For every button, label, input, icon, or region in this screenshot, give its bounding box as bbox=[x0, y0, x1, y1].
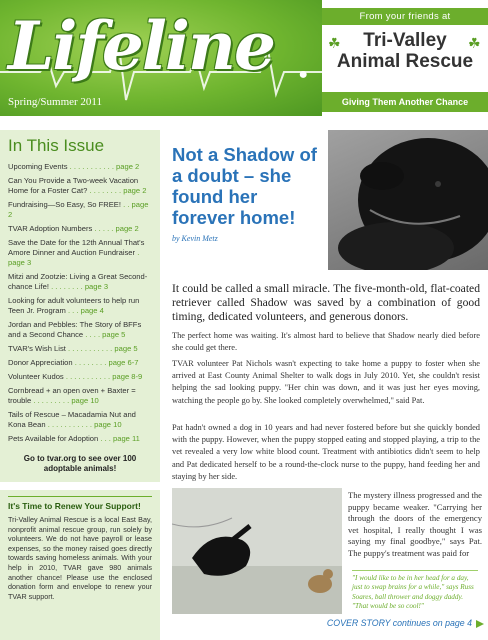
support-title: It's Time to Renew Your Support! bbox=[8, 501, 141, 511]
tagline: Giving Them Another Chance bbox=[322, 92, 488, 112]
toc-item[interactable] bbox=[8, 386, 152, 406]
toc-item-page: . . . . . . . . page 3 bbox=[51, 282, 109, 291]
support-box bbox=[0, 490, 160, 640]
toc-item[interactable] bbox=[8, 176, 152, 196]
toc-item-page: . . page 2 bbox=[8, 200, 149, 219]
toc-item[interactable] bbox=[8, 410, 152, 430]
headline-box bbox=[160, 130, 328, 270]
toc-item-page: . . . . . . . . page 6-7 bbox=[74, 358, 139, 367]
support-box-inner bbox=[8, 496, 152, 601]
article-lead: It could be called a small miracle. The five-month-old, flat-coated retriever called Shadow was saved by a combination of good timing, dedicated volunteers, and generous donors. bbox=[172, 282, 480, 324]
org-name-line1: Tri-Valley bbox=[363, 30, 447, 51]
toc-item-title: Volunteer Kudos bbox=[8, 372, 64, 381]
website-link[interactable]: Go to tvar.org to see over 100 adoptable animals! bbox=[23, 454, 137, 473]
toc-item[interactable] bbox=[8, 162, 152, 172]
dog-icon: ☘ bbox=[328, 37, 341, 52]
article-headline: Not a Shadow of a doubt – she found her forever home! bbox=[172, 144, 317, 228]
toc-item-page: . . . . . . . . page 2 bbox=[89, 186, 147, 195]
support-body: Tri-Valley Animal Rescue is a local East Bay, nonprofit animal rescue group, run solely by volunteers. We do not have payroll or lease expenses, so the money raised goes directly towards saving homeless animals. With your help in 2010, TVAR gave 980 animals another chance! Please use the enclosed donation form and envelope to renew your TVAR support. bbox=[8, 515, 152, 601]
table-of-contents bbox=[0, 130, 160, 482]
continue-label: COVER STORY continues on page 4 bbox=[326, 618, 472, 628]
toc-item-page: . . . . . . . . . . . page 8-9 bbox=[65, 372, 143, 381]
toc-item-title: Cornbread + an open oven + Baxter = trouble bbox=[8, 386, 136, 405]
toc-item-page: . page 3 bbox=[8, 248, 140, 267]
article-paragraph-1: The perfect home was waiting. It's almost hard to believe that Shadow nearly died before she could get there. bbox=[172, 331, 480, 353]
arrow-right-icon bbox=[476, 620, 484, 628]
article-paragraph-4: The mystery illness progressed and the puppy became weaker. "Carrying her through the doors of the emergency vet hospital, I really thought I was saying my final goodbye," says Pat. The puppy's treatment was paid for bbox=[348, 490, 482, 558]
toc-item-title: TVAR Adoption Numbers bbox=[8, 224, 93, 233]
toc-item[interactable] bbox=[8, 238, 152, 268]
organization-block bbox=[322, 0, 488, 116]
sidebar bbox=[0, 130, 160, 640]
masthead bbox=[0, 0, 488, 116]
toc-item-page: . . . . . . . . . . . page 2 bbox=[69, 162, 140, 171]
toc-item-title: Donor Appreciation bbox=[8, 358, 73, 367]
toc-item[interactable] bbox=[8, 224, 152, 234]
toc-item[interactable] bbox=[8, 358, 152, 368]
toc-item-title: Tails of Rescue – Macadamia Nut and Kona Bean bbox=[8, 410, 136, 429]
issue-season: Spring/Summer 2011 bbox=[8, 96, 103, 108]
friends-banner: From your friends at bbox=[322, 8, 488, 25]
paw-print-icon: ● bbox=[298, 66, 308, 83]
toc-item-title: Looking for adult volunteers to help run Teen Jr. Program bbox=[8, 296, 140, 315]
toc-item-page: . . . page 11 bbox=[100, 434, 140, 443]
toc-item[interactable] bbox=[8, 372, 152, 382]
toc-item[interactable] bbox=[8, 272, 152, 292]
newsletter-title: Lifeline bbox=[8, 7, 274, 85]
organization-name bbox=[326, 30, 484, 72]
toc-item[interactable] bbox=[8, 320, 152, 340]
article-paragraph-3: Pat hadn't owned a dog in 10 years and had never fostered before but she quickly bonded with the puppy. However, when the puppy stopped eating and stopped playing, a trip to the vet revealed a very low white blood count. Treatment with antibiotics didn't seem to help and Pat dedicated herself to be a round-the-clock nurse to the puppy, hand feeding her and staying by her side. bbox=[172, 423, 480, 481]
toc-item-page: . . . . . . . . . . . page 5 bbox=[67, 344, 138, 353]
org-name-line2: Animal Rescue bbox=[336, 51, 474, 72]
toc-item[interactable] bbox=[8, 344, 152, 354]
toc-item-page: . . . . . . . . . . . page 10 bbox=[47, 420, 122, 429]
toc-item-title: Pets Available for Adoption bbox=[8, 434, 99, 443]
toc-item-title: Jordan and Pebbles: The Story of BFFs and a Second Chance bbox=[8, 320, 142, 339]
continue-link[interactable] bbox=[300, 618, 484, 628]
toc-list bbox=[8, 162, 152, 444]
toc-item-title: Fundraising—So Easy, So FREE! bbox=[8, 200, 121, 209]
toc-item-title: Upcoming Events bbox=[8, 162, 68, 171]
article-byline: by Kevin Metz bbox=[172, 234, 218, 243]
article-paragraph-2: TVAR volunteer Pat Nichols wasn't expecting to take home a puppy to foster when she arrived at East County Animal Shelter to walk dogs in July 2010. Yet, she couldn't resist helping the sad looking puppy. "Her chin was down, and it was just her eyes moving, watching the people go by. She looked completely overwhelmed," said Pat. bbox=[172, 359, 480, 405]
toc-item-title: TVAR's Wish List bbox=[8, 344, 66, 353]
toc-item-page: . . . . . page 2 bbox=[94, 224, 139, 233]
toc-item-page: . . . . . . . . . page 10 bbox=[33, 396, 99, 405]
toc-item-page: . . . page 4 bbox=[67, 306, 104, 315]
toc-item-title: Can You Provide a Two-week Vacation Home for a Foster Cat? bbox=[8, 176, 139, 195]
dogs-on-beach-photo bbox=[172, 488, 342, 614]
toc-item[interactable] bbox=[8, 296, 152, 316]
toc-item-title: Save the Date for the 12th Annual That's Amore Dinner and Auction Fundraiser bbox=[8, 238, 145, 257]
toc-title: In This Issue bbox=[8, 136, 105, 155]
toc-item-title: Mitzi and Zootzie: Living a Great Second-chance Life! bbox=[8, 272, 148, 291]
masthead-banner bbox=[0, 0, 322, 116]
pull-quote: "I would like to be in her head for a day, just to swap brains for a while," says Russ Soares, ball thrower and doggy daddy. "That would be so cool!" bbox=[352, 570, 478, 612]
cat-icon: ☘ bbox=[468, 37, 481, 52]
toc-item-page: . . . . page 5 bbox=[85, 330, 126, 339]
beach-photo-graphic bbox=[172, 488, 342, 614]
toc-item[interactable] bbox=[8, 200, 152, 220]
toc-item[interactable] bbox=[8, 434, 152, 444]
